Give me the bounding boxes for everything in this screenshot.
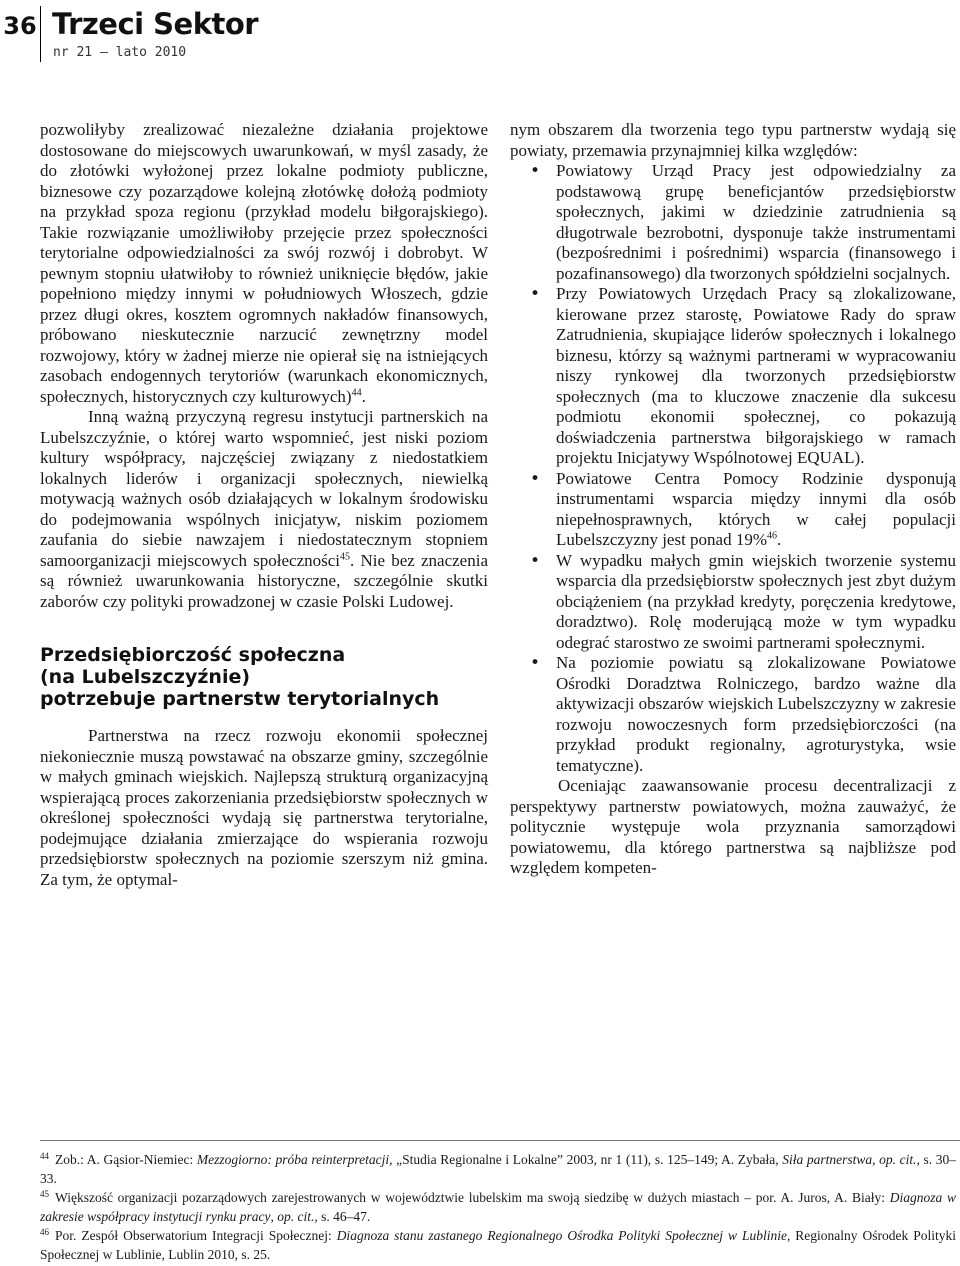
text: , (872, 1152, 880, 1167)
footnotes (40, 1150, 956, 1264)
text: Inną ważną przyczyną regresu instytucji partnerskich na Lubelszczyźnie, o której warto wspomnieć, jest niski poziom kultury współpracy, najczęściej związany z niedostatkiem lokalnych liderów i organizacji społecznych, niewielką motywacją ważnych osób działających w lokalnym środowisku do podejmowania wspólnych inicjatyw, niskim poziomem zaufania do siebie nawzajem i niedostatecznym stopniem samoorganizacji miejscowych społeczności (40, 407, 488, 570)
footnote-ref-45[interactable]: 45 (340, 550, 351, 562)
left-column (40, 120, 488, 890)
text: pozwoliłyby zrealizować niezależne działania projektowe dostosowane do miejscowych uwarunkowań, w myśl zasady, że do złotówki wyłożonej przez lokalne podmioty publiczne, biznesowe czy pozarządowe kolejną złotówkę dołożą podmioty na przykład spoza regionu (przykład modelu biłgorajskiego). Takie rozwiązanie umożliwiłoby przejęcie przez społeczności terytorialne odpowiedzialności za swój rozwój i dobrobyt. W pewnym stopniu ułatwiłoby to również uniknięcie błędów, jakie popełniono między innymi w południowych Włoszech, gdzie przez długi okres, kosztem ogromnych nakładów finansowych, próbowano nieskutecznie narzucić zewnętrzny model rozwojowy, który w żadnej mierze nie opierał się na istniejących zasobach endogennych terytoriów (warunkach ekonomicznych, społecznych, historycznych czy kulturowych) (40, 120, 488, 406)
footnote-number: 44 (40, 1150, 49, 1161)
section-heading (40, 644, 488, 710)
italic-title: Diagnoza stanu zastanego Regionalnego Ośrodka Polityki Społecznej w Lublinie (336, 1228, 787, 1243)
bullet-icon: • (530, 653, 541, 673)
journal-title: Trzeci Sektor (52, 7, 259, 41)
italic-title: Diagnoza w zakresie współpracy instytucji rynku pracy (40, 1190, 956, 1224)
footnote-number: 46 (40, 1226, 49, 1237)
text: Powiatowe Centra Pomocy Rodzinie dysponują instrumentami wsparcia między innymi dla osób niepełnosprawnych, których w całej populacji Lubelszczyzny jest ponad 19% (556, 468, 956, 549)
text: , Regionalny Ośrodek Polityki Społecznej w Lublinie, Lublin 2010, s. 25. (40, 1228, 956, 1262)
bullet-icon: • (530, 161, 541, 181)
footnote-ref-46[interactable]: 46 (767, 530, 778, 542)
text: , „Studia Regionalne i Lokalne” 2003, nr 1 (11), s. 125–149; A. Zybała, (389, 1152, 783, 1167)
bullet-icon: • (530, 468, 541, 489)
list-item (510, 653, 956, 776)
footnote-divider (40, 1140, 960, 1141)
text: . (361, 386, 366, 406)
bullet-icon: • (530, 284, 541, 304)
italic-title: Mezzogiorno: próba reinterpretacji (196, 1152, 390, 1167)
paragraph: Oceniając zaawansowanie procesu decentralizacji z perspektywy partnerstw powiatowych, można zauważyć, że politycznie występuje wola przyznania samorządowi powiatowemu, dla którego partnerstwa są najbliższe pod względem kompeten- (510, 776, 956, 877)
footnote-46 (40, 1226, 956, 1264)
text: Większość organizacji pozarządowych zarejestrowanych w województwie lubelskim ma swoją siedzibę w dużych miastach – por. A. Juros, A. Biały: (55, 1190, 890, 1205)
page-number: 36 (3, 12, 37, 40)
heading-line: (na Lubelszczyźnie) (40, 666, 251, 688)
text: Zob.: A. Gąsior-Niemiec: (55, 1152, 197, 1167)
page-header (0, 0, 960, 62)
footnote-number: 45 (40, 1188, 49, 1199)
italic-text: op. cit. (879, 1152, 917, 1167)
italic-text: op. cit. (277, 1209, 315, 1224)
bullet-list (510, 161, 956, 776)
text: Powiatowy Urząd Pracy jest odpowiedzialny za podstawową grupę beneficjantów przedsiębiorstw społecznych, jakimi w dziedzinie zatrudnienia są długotrwale bezrobotni, dysponuje także instrumentami (bezpośrednimi i pośrednimi) wsparcia (finansowego i pozafinansowego) dla tworzonych spółdzielni socjalnych. (556, 161, 956, 283)
footnote-ref-44[interactable]: 44 (351, 386, 362, 398)
header-divider (40, 6, 41, 62)
text: . Nie bez znaczenia są również uwarunkowania historyczne, szczególnie skutki zaborów czy polityki prowadzonej w czasie Polski Ludowej. (40, 550, 488, 611)
list-item (510, 551, 956, 654)
heading-line: Przedsiębiorczość społeczna (40, 644, 346, 666)
paragraph: Partnerstwa na rzecz rozwoju ekonomii społecznej niekoniecznie muszą powstawać na obszarze gminy, szczególnie w małych gminach wiejskich. Najlepszą strukturą organizacyjną wspierającą proces zakorzeniania przedsiębiorstw społecznych w określonej społeczności wydają się partnerstwa terytorialne, podejmujące działania zmierzające do wspierania rozwoju przedsiębiorstw społecznych na poziomie szerszym niż gmina. Za tym, że optymal- (40, 726, 488, 889)
text: Przy Powiatowych Urzędach Pracy są zlokalizowane, kierowane przez starostę, Powiatowe Rady do spraw Zatrudnienia, skupiające liderów społecznych i lokalnego biznesu, którzy są ważnymi partnerami w wypracowaniu niszy rynkowej dla tworzonych przedsiębiorstw społecznych (ma to kluczowe znaczenie dla sukcesu podmiotu ekonomii społecznej, co pokazują doświadczenia partnerstwa biłgorajskiego w ramach projektu Inicjatywy Wspólnotowej EQUAL). (556, 284, 956, 467)
text: Por. Zespół Obserwatorium Integracji Społecznej: (55, 1228, 337, 1243)
list-item (510, 284, 956, 469)
text: W wypadku małych gmin wiejskich tworzenie systemu wsparcia dla przedsiębiorstw społecznych jest zbyt dużym obciążeniem (na przykład kredyty, poręczenia kredytowe, doradztwo). Rolę moderującą może w tym wypadku odegrać starostwo ze swoimi partnerami społecznymi. (556, 550, 956, 652)
text: , s. 46–47. (314, 1209, 371, 1224)
paragraph (40, 407, 488, 612)
footnote-44 (40, 1150, 956, 1188)
list-item (510, 469, 956, 551)
text: Na poziomie powiatu są zlokalizowane Powiatowe Ośrodki Doradztwa Rolniczego, bardzo ważne dla aktywizacji obszarów wiejskich Lubelszczyzny w zakresie rozwoju nowoczesnych form przedsiębiorczości (na przykład produkt regionalny, agroturystyka, wsie tematyczne). (556, 653, 956, 775)
italic-title: Siła partnerstwa (782, 1152, 873, 1167)
list-item (510, 161, 956, 284)
footnote-45 (40, 1188, 956, 1226)
text: , s. 30–33. (40, 1152, 956, 1186)
paragraph (40, 120, 488, 407)
heading-line: potrzebuje partnerstw terytorialnych (40, 688, 440, 710)
text: . (777, 530, 782, 549)
issue-line: nr 21 — lato 2010 (53, 45, 187, 60)
right-column (510, 120, 956, 879)
paragraph: nym obszarem dla tworzenia tego typu partnerstw wydają się powiaty, przemawia przynajmniej kilka względów: (510, 120, 956, 160)
text: , (270, 1209, 278, 1224)
bullet-icon: • (530, 550, 541, 571)
